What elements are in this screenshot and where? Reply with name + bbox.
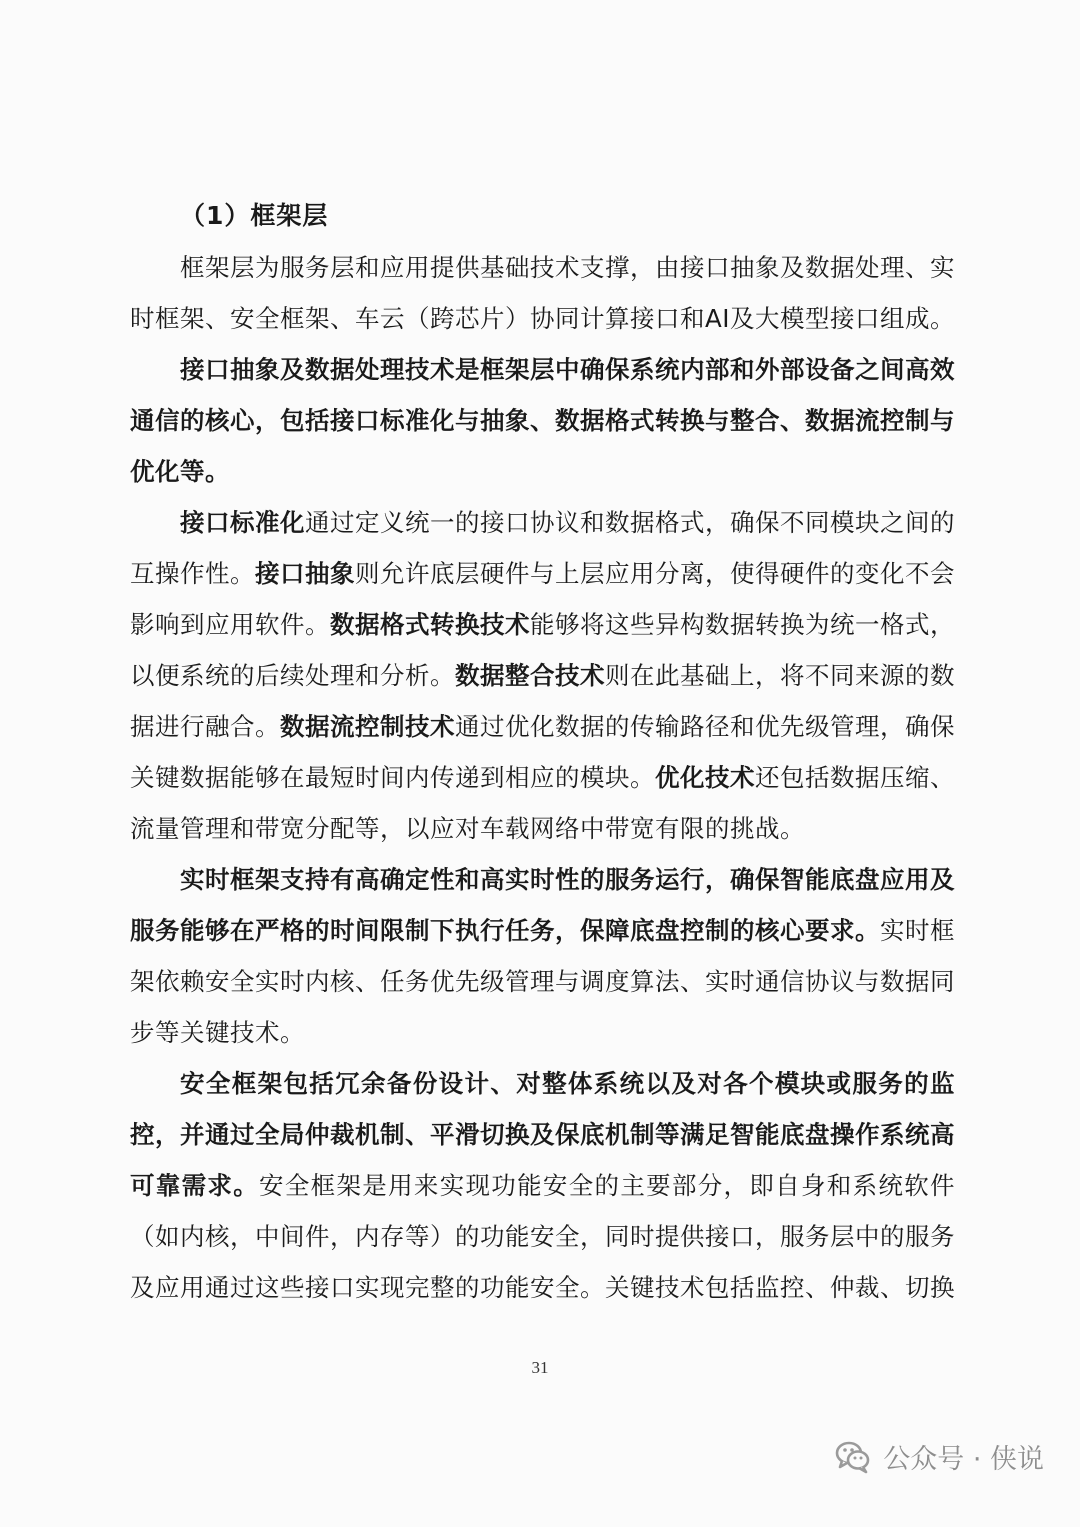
bold-text-run: 接口抽象及数据处理技术是框架层中确保系统内部和外部设备之间高效通信的核心，包括接口标准化与抽象、数据格式转换与整合、数据流控制与优化等。 xyxy=(130,355,955,486)
paragraph xyxy=(130,242,955,344)
text-run: 则允许底层硬件与上层应用分离，使得硬件的变化不会影响到应用软件。 xyxy=(130,559,955,639)
bold-text-run: 安全框架包括冗余备份设计、对整体系统以及对各个模块或服务的监控，并通过全局仲裁机制、平滑切换及保底机制等满足智能底盘操作系统高可靠需求。 xyxy=(130,1069,955,1200)
paragraph xyxy=(130,344,955,497)
bold-text-run: 优化技术 xyxy=(655,763,755,792)
section-heading: （1）框架层 xyxy=(180,201,329,230)
bold-text-run: 接口标准化 xyxy=(180,508,305,537)
document-body xyxy=(130,190,955,1313)
text-run: 则在此基础上，将不同来源的数据进行融合。 xyxy=(130,661,955,741)
bold-text-run: 实时框架支持有高确定性和高实时性的服务运行，确保智能底盘应用及服务能够在严格的时间限制下执行任务，保障底盘控制的核心要求。 xyxy=(130,865,955,945)
paragraph xyxy=(130,854,955,1058)
text-run: 安全框架是用来实现功能安全的主要部分，即自身和系统软件（如内核，中间件，内存等）的功能安全，同时提供接口，服务层中的服务及应用通过这些接口实现完整的功能安全。关键技术包括监控、仲裁、切换 xyxy=(130,1171,956,1302)
paragraph xyxy=(130,497,955,854)
wechat-icon xyxy=(833,1436,873,1476)
paragraph xyxy=(130,1058,955,1313)
bold-text-run: 接口抽象 xyxy=(255,559,355,588)
text-run: 通过优化数据的传输路径和优先级管理，确保关键数据能够在最短时间内传递到相应的模块。 xyxy=(130,712,955,792)
bold-text-run: 数据格式转换技术 xyxy=(330,610,530,639)
bold-text-run: 数据整合技术 xyxy=(455,661,605,690)
text-run: 实时框架依赖安全实时内核、任务优先级管理与调度算法、实时通信协议与数据同步等关键技术。 xyxy=(130,916,955,1047)
paragraph-list xyxy=(130,242,955,1313)
text-run: 还包括数据压缩、流量管理和带宽分配等，以应对车载网络中带宽有限的挑战。 xyxy=(130,763,955,843)
text-run: 能够将这些异构数据转换为统一格式，以便系统的后续处理和分析。 xyxy=(130,610,955,690)
watermark-text: 公众号 · 侠说 xyxy=(883,1443,1044,1475)
page-number: 31 xyxy=(531,1358,549,1377)
bold-text-run: 数据流控制技术 xyxy=(280,712,455,741)
text-run: 框架层为服务层和应用提供基础技术支撑，由接口抽象及数据处理、实时框架、安全框架、车云（跨芯片）协同计算接口和AI及大模型接口组成。 xyxy=(130,253,955,333)
watermark xyxy=(833,1436,1044,1476)
text-run: 通过定义统一的接口协议和数据格式，确保不同模块之间的互操作性。 xyxy=(130,508,955,588)
